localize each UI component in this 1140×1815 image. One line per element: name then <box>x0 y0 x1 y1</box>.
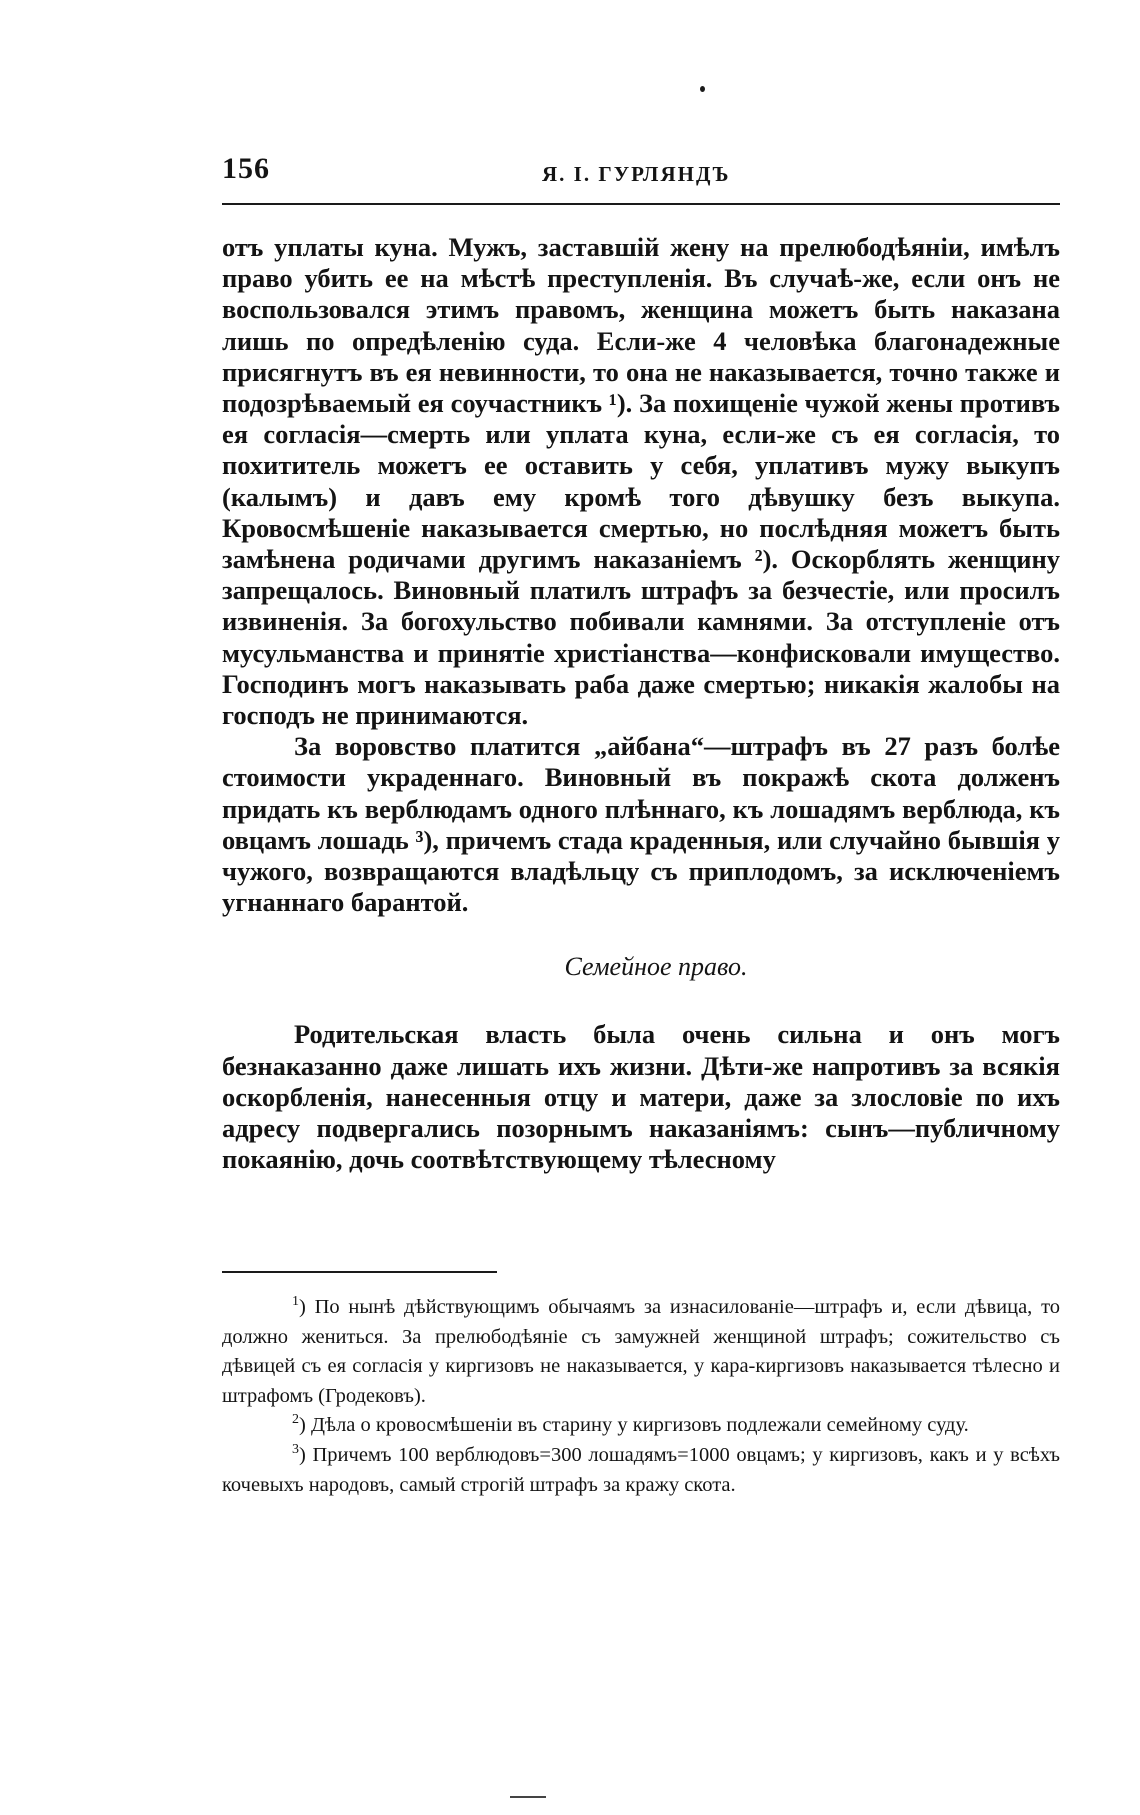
footnote: $^1$) По нынѣ дѣйствующимъ обычаямъ за изнасилованіе—штрафъ и, если дѣвица, то должно жениться. За прелюбодѣяніе съ замужней женщиной штрафъ; сожительство съ дѣвицей съ ея согласія у киргизовъ не наказывается, у кара-киргизовъ наказывается тѣлесно и штрафомъ (Гродековъ). <box>222 1294 1061 1407</box>
footnote: $^2$) Дѣла о кровосмѣшеніи въ старину у киргизовъ подлежали семейному суду. <box>292 1412 969 1437</box>
footnote-mark: 3 <box>292 1442 299 1458</box>
header-rule <box>222 203 1060 205</box>
footnote-mark: 1 <box>292 1294 299 1310</box>
running-head <box>222 152 1060 198</box>
paragraph: За воровство платится „айбана“—штрафъ въ 27 разъ болѣе стоимости украденнаго. Виновный въ покражѣ скота долженъ придать къ верблюдамъ одного плѣннаго, къ лошадямъ верблюда, къ овцамъ лошадь ³), причемъ стада краденныя, или случайно бывшія у чужого, возвращаются владѣльцу съ приплодомъ, за исключеніемъ угнаннаго барантой. <box>222 731 1060 918</box>
page-number: 156 <box>222 152 270 185</box>
footnote-separator <box>222 1271 497 1273</box>
footnote: $^3$) Причемъ 100 верблюдовъ=300 лошадямъ=1000 овцамъ; у киргизовъ, какъ и у всѣхъ кочевыхъ народовъ, самый строгій штрафъ за кражу скота. <box>222 1442 1060 1496</box>
footnotes <box>222 1293 1060 1500</box>
footnote-text: По нынѣ дѣйствующимъ обычаямъ за изнасилованіе—штрафъ и, если дѣвица, то должно жениться. За прелюбодѣяніе съ замужней женщиной штрафъ; сожительство съ дѣвицей съ ея согласія у киргизовъ не наказывается, у кара-киргизовъ наказывается тѣлесно и штрафомъ (Гродековъ). <box>222 1296 1061 1407</box>
footnote-text: Дѣла о кровосмѣшеніи въ старину у киргизовъ подлежали семейному суду. <box>310 1414 969 1437</box>
paragraph: отъ уплаты куна. Мужъ, заставшій жену на прелюбодѣяніи, имѣлъ право убить ее на мѣстѣ преступленія. Въ случаѣ-же, если онъ не воспользовался этимъ правомъ, женщина можетъ быть наказана лишь по опредѣленію суда. Если-же 4 человѣка благонадежные присягнутъ въ ея невинности, то она не наказывается, точно также и подозрѣваемый ея соучастникъ ¹). За похищеніе чужой жены противъ ея согласія—смерть или уплата куна, если-же съ ея согласія, то похититель можетъ ее оставить у себя, уплативъ мужу выкупъ (калымъ) и давъ ему кромѣ того дѣвушку безъ выкупа. Кровосмѣшеніе наказывается смертью, но послѣдняя можетъ быть замѣнена родичами другимъ наказаніемъ ²). Оскорблять женщину запрещалось. Виновный платилъ штрафъ за безчестіе, или просилъ извиненія. За богохульство побивали камнями. За отступленіе отъ мусульманства и принятіе христіанства—конфисковали имущество. Господинъ могъ наказывать раба даже смертью; никакія жалобы на господъ не принимаются. <box>222 232 1060 731</box>
section-heading: Семейное право. <box>564 952 748 982</box>
running-title: Я. І. ГУРЛЯНДЪ <box>542 162 731 186</box>
printer-mark <box>700 86 705 92</box>
footnote-mark: 2 <box>292 1412 299 1428</box>
footnote-text: Причемъ 100 верблюдовъ=300 лошадямъ=1000 овцамъ; у киргизовъ, какъ и у всѣхъ кочевыхъ народовъ, самый строгій штрафъ за кражу скота. <box>222 1443 1060 1496</box>
main-text <box>222 232 1060 1175</box>
paragraph: Родительская власть была очень сильна и онъ могъ безнаказанно даже лишать ихъ жизни. Дѣти-же напротивъ за всякія оскорбленія, нанесенныя отцу и матери, даже за злословіе по ихъ адресу подвергались позорнымъ наказаніямъ: сынъ—публичному покаянію, дочь соотвѣтствующему тѣлесному <box>222 1019 1060 1175</box>
bottom-rule <box>510 1796 546 1798</box>
